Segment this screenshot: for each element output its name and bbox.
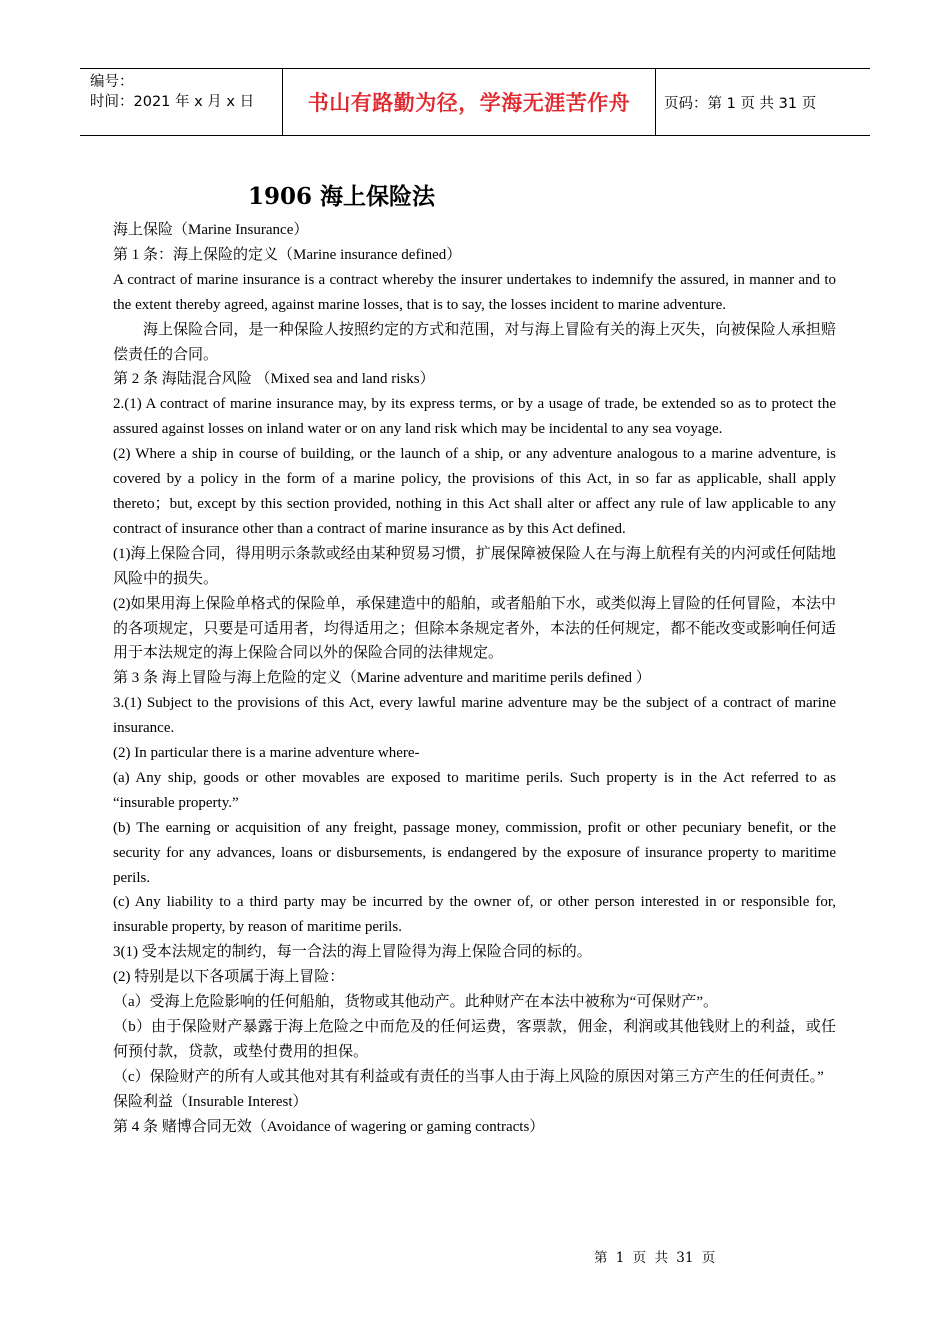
page-footer: 第 1 页 共 31 页: [594, 1250, 716, 1266]
section-heading: 保险利益（Insurable Interest）: [113, 1093, 308, 1110]
body-paragraph: A contract of marine insurance is a contract whereby the insurer undertakes to indemnify the assured, in manner and to the extent thereby agreed, against marine losses, that is to say, the losses incident to marine adventure.: [113, 271, 836, 313]
body-paragraph: (1)海上保险合同，得用明示条款或经由某种贸易习惯，扩展保障被保险人在与海上航程有关的内河或任何陆地风险中的损失。: [113, 545, 836, 587]
body-paragraph: (a) Any ship, goods or other movables are exposed to maritime perils. Such property is in the Act referred to as “insurable property.”: [113, 769, 836, 811]
article-heading: 第 1 条：海上保险的定义（Marine insurance defined）: [113, 246, 462, 263]
body-paragraph: （b）由于保险财产暴露于海上危险之中而危及的任何运费，客票款，佣金，利润或其他钱财上的利益，或任何预付款，贷款，或垫付费用的担保。: [113, 1019, 836, 1060]
header-page-cell: [656, 69, 870, 135]
body-paragraph: 3(1) 受本法规定的制约，每一合法的海上冒险得为海上保险合同的标的。: [113, 944, 592, 961]
article-heading: 第 4 条 赌博合同无效（Avoidance of wagering or gaming contracts）: [113, 1118, 545, 1135]
article-heading: 第 3 条 海上冒险与海上危险的定义（Marine adventure and maritime perils defined ）: [113, 670, 651, 687]
body-paragraph: (2) Where a ship in course of building, or the launch of a ship, or any adventure analogous to a marine adventure, is covered by a policy in the form of a marine policy, the provisions of this Act, in so far as applicable, shall apply thereto；but, except by this section provided, nothing in this Act shall alter or affect any rule of law applicable to any contract of insurance other than a contract of marine insurance as by this Act defined.: [113, 446, 836, 537]
section-heading: 海上保险（Marine Insurance）: [113, 222, 309, 238]
document-body: [113, 218, 836, 1140]
document-date: 时间：2021 年 x 月 x 日: [90, 94, 255, 110]
body-paragraph: (2) 特别是以下各项属于海上冒险：: [113, 969, 345, 986]
header-motto-cell: [282, 69, 656, 135]
body-paragraph: 2.(1) A contract of marine insurance may, by its express terms, or by a usage of trade, be extended so as to protect the assured against losses on inland water or on any land risk which may be incidental to any sea voyage.: [113, 396, 836, 438]
body-paragraph: (2)如果用海上保险单格式的保险单，承保建造中的船舶，或者船舶下水，或类似海上冒险的任何冒险，本法中的各项规定，只要是可适用者，均得适用之；但除本条规定者外，本法的任何规定，都不能改变或影响任何适用于本法规定的海上保险合同以外的保险合同的法律规定。: [113, 595, 836, 662]
page-header: [80, 68, 870, 136]
article-heading: 第 2 条 海陆混合风险 （Mixed sea and land risks）: [113, 371, 435, 388]
header-page-info: 页码：第 1 页 共 31 页: [664, 95, 817, 112]
document-title: 1906 海上保险法: [248, 183, 436, 210]
body-paragraph: 3.(1) Subject to the provisions of this Act, every lawful marine adventure may be the subject of a contract of marine insurance.: [113, 695, 836, 737]
header-left-cell: [80, 69, 282, 135]
header-motto: 书山有路勤为径，学海无涯苦作舟: [307, 91, 631, 115]
body-paragraph: （c）保险财产的所有人或其他对其有利益或有责任的当事人由于海上风险的原因对第三方产生的任何责任。”: [113, 1068, 824, 1085]
body-paragraph: (2) In particular there is a marine adventure where-: [113, 745, 420, 762]
body-paragraph: 海上保险合同，是一种保险人按照约定的方式和范围，对与海上冒险有关的海上灭失，向被保险人承担赔偿责任的合同。: [113, 321, 836, 363]
body-paragraph: (c) Any liability to a third party may be incurred by the owner of, or other person interested in or responsible for, insurable property, by reason of maritime perils.: [113, 894, 836, 936]
body-paragraph: （a）受海上危险影响的任何船舶，货物或其他动产。此种财产在本法中被称为“可保财产”。: [113, 994, 718, 1011]
body-paragraph: (b) The earning or acquisition of any freight, passage money, commission, profit or other pecuniary benefit, or the security for any advances, loans or disbursements, is endangered by the exposure of insurance property to maritime perils.: [113, 819, 836, 886]
document-number-label: 编号：: [90, 74, 134, 90]
